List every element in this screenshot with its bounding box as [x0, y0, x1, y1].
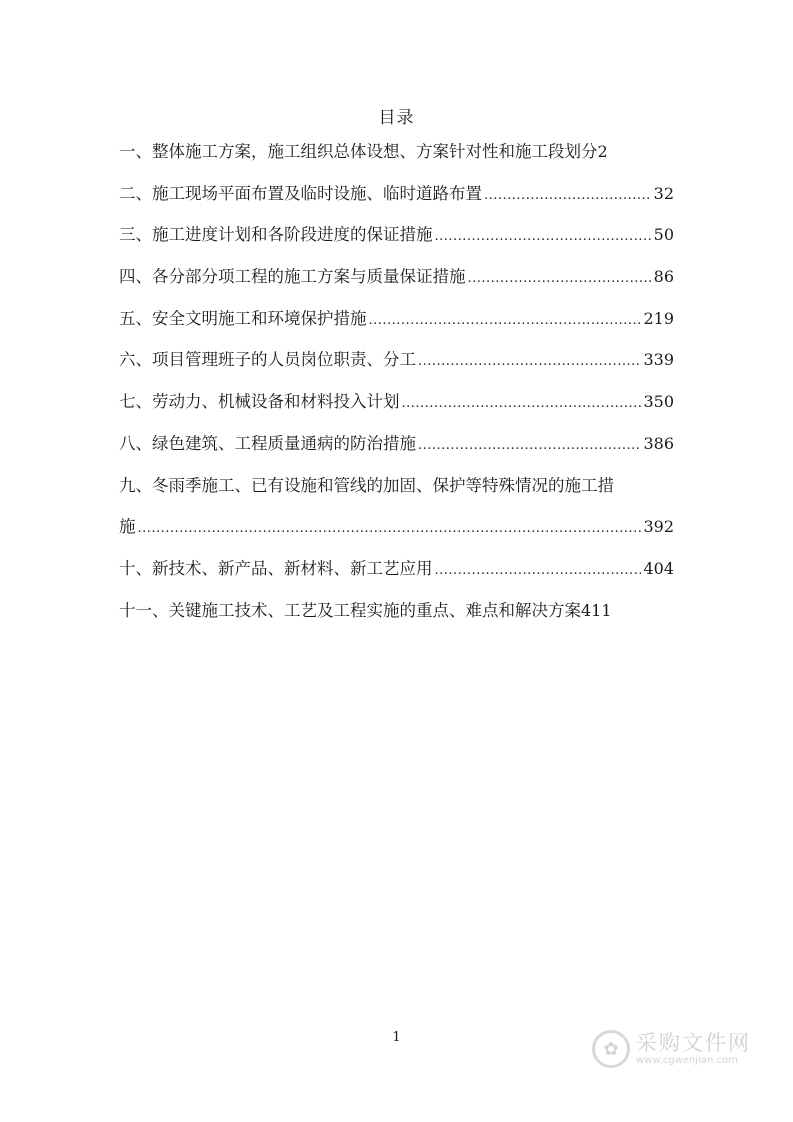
toc-entry-page: 2 [597, 142, 608, 161]
toc-entry-page: 50 [653, 225, 674, 245]
toc-entry-page: 404 [643, 558, 674, 578]
watermark-url: www.cgwenjian.com [636, 1055, 738, 1066]
toc-entry-text: 九、冬雨季施工、已有设施和管线的加固、保护等特殊情况的施工措 [119, 475, 614, 495]
toc-entry-text: 二、施工现场平面布置及临时设施、临时道路布置 [119, 183, 482, 203]
toc-entry[interactable] [119, 221, 674, 263]
toc-entry-text: 十一、关键施工技术、工艺及工程实施的重点、难点和解决方案 [119, 600, 581, 620]
toc-leader-dots [418, 432, 641, 460]
toc-entry[interactable] [119, 555, 674, 597]
toc-leader-dots [369, 307, 642, 335]
toc-leader-dots [138, 515, 642, 543]
toc-entry-text: 三、施工进度计划和各阶段进度的保证措施 [119, 225, 433, 245]
toc-entry-page: 219 [643, 308, 674, 328]
toc-entry-page: 339 [643, 350, 674, 370]
toc-entry-text: 五、安全文明施工和环境保护措施 [119, 308, 367, 328]
toc-entry-text: 十、新技术、新产品、新材料、新工艺应用 [119, 558, 433, 578]
toc-entry-page: 411 [581, 600, 612, 620]
toc-entry-text: 四、各分部分项工程的施工方案与质量保证措施 [119, 267, 466, 287]
toc-entry[interactable] [119, 346, 674, 388]
toc-entry[interactable] [119, 305, 674, 347]
toc-entry-text: 八、绿色建筑、工程质量通病的防治措施 [119, 433, 416, 453]
toc-entry-line-2[interactable] [119, 513, 674, 555]
cgwenjian-logo-icon: ✿ [592, 1030, 630, 1068]
toc-entry-text: 施 [119, 517, 136, 537]
toc-leader-dots [484, 182, 652, 210]
toc-entry-page: 386 [643, 433, 674, 453]
toc-entry[interactable] [119, 430, 674, 472]
toc-entry-text: 一、整体施工方案，施工组织总体设想、方案针对性和施工段划分 [119, 142, 598, 161]
toc-entry-page: 392 [643, 517, 674, 537]
toc-entry-page: 350 [643, 392, 674, 412]
toc-entry-page: 86 [653, 267, 674, 287]
toc-leader-dots [418, 348, 641, 376]
toc-entry[interactable] [119, 263, 674, 305]
toc-leader-dots [435, 557, 642, 585]
toc-entry[interactable] [119, 597, 674, 639]
toc-entry[interactable] [119, 138, 674, 180]
toc-entry-line-1[interactable] [119, 472, 674, 514]
watermark-text [636, 1031, 751, 1067]
toc-entry-page: 32 [653, 183, 674, 203]
toc-title: 目录 [378, 108, 415, 128]
watermark-name: 采购文件网 [636, 1031, 751, 1055]
toc-leader-dots [402, 390, 642, 418]
toc-entry-text: 六、项目管理班子的人员岗位职责、分工 [119, 350, 416, 370]
toc-entry-text: 七、劳动力、机械设备和材料投入计划 [119, 392, 400, 412]
toc-leader-dots [435, 223, 652, 251]
page-number: 1 [392, 1030, 401, 1045]
toc-leader-dots [468, 265, 652, 293]
toc-entry[interactable] [119, 180, 674, 222]
watermark [592, 1027, 762, 1071]
table-of-contents [119, 138, 674, 638]
toc-entry[interactable] [119, 388, 674, 430]
